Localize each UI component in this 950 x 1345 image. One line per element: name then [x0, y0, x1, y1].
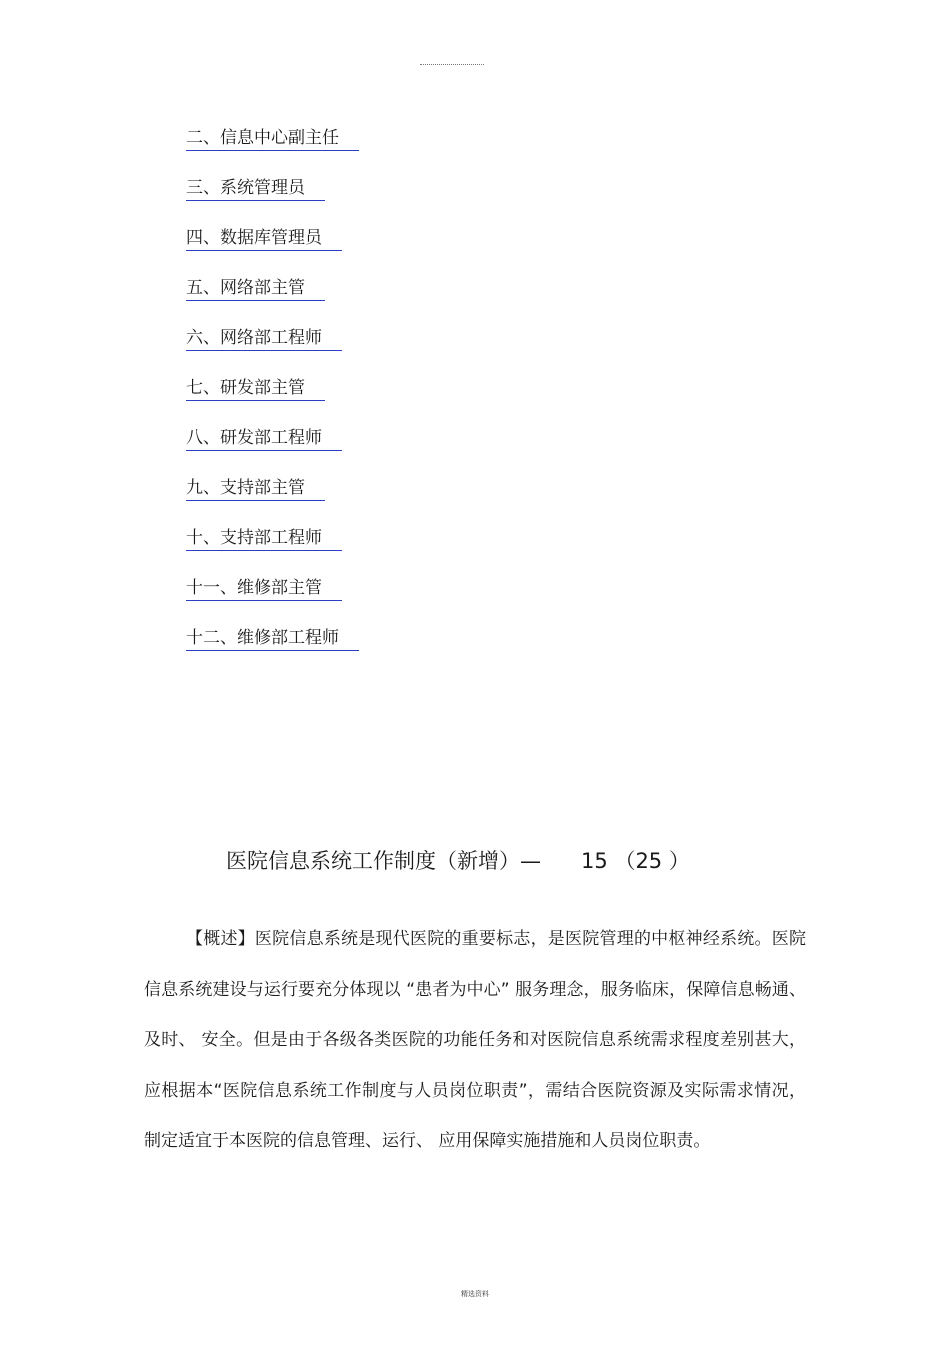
toc-item	[186, 326, 359, 376]
toc-item	[186, 526, 359, 576]
toc-link-database-admin[interactable]: 四、数据库管理员	[186, 226, 342, 251]
toc-link-network-engineer[interactable]: 六、网络部工程师	[186, 326, 342, 351]
toc-item	[186, 376, 359, 426]
toc-link-system-admin[interactable]: 三、系统管理员	[186, 176, 325, 201]
toc-item	[186, 126, 359, 176]
header-dotted-rule	[420, 64, 484, 65]
toc-link-rd-engineer[interactable]: 八、研发部工程师	[186, 426, 342, 451]
toc-item	[186, 276, 359, 326]
toc-link-support-engineer[interactable]: 十、支持部工程师	[186, 526, 342, 551]
toc-item	[186, 176, 359, 226]
toc-link-rd-supervisor[interactable]: 七、研发部主管	[186, 376, 325, 401]
overview-paragraph: 【概述】医院信息系统是现代医院的重要标志，是医院管理的中枢神经系统。医院信息系统建设与运行要充分体现以 “患者为中心” 服务理念，服务临床，保障信息畅通、及时、 安全。但是由于各级各类医院的功能任务和对医院信息系统需求程度差别甚大，应根据本“医院信息系统工作制度与人员岗位职责”，需结合医院资源及实际需求情况，制定适宜于本医院的信息管理、运行、 应用保障实施措施和人员岗位职责。	[144, 929, 806, 1151]
table-of-contents	[186, 126, 359, 676]
toc-link-maintenance-engineer[interactable]: 十二、维修部工程师	[186, 626, 359, 651]
toc-item	[186, 476, 359, 526]
toc-item	[186, 576, 359, 626]
toc-item	[186, 226, 359, 276]
toc-link-support-supervisor[interactable]: 九、支持部主管	[186, 476, 325, 501]
toc-item	[186, 626, 359, 676]
toc-link-deputy-director[interactable]: 二、信息中心副主任	[186, 126, 359, 151]
section-title: 医院信息系统工作制度（新增）— 15 （25 ）	[226, 849, 690, 873]
toc-link-network-supervisor[interactable]: 五、网络部主管	[186, 276, 325, 301]
toc-link-maintenance-supervisor[interactable]: 十一、维修部主管	[186, 576, 342, 601]
footer-note: 精选资料	[461, 1290, 489, 1298]
toc-item	[186, 426, 359, 476]
